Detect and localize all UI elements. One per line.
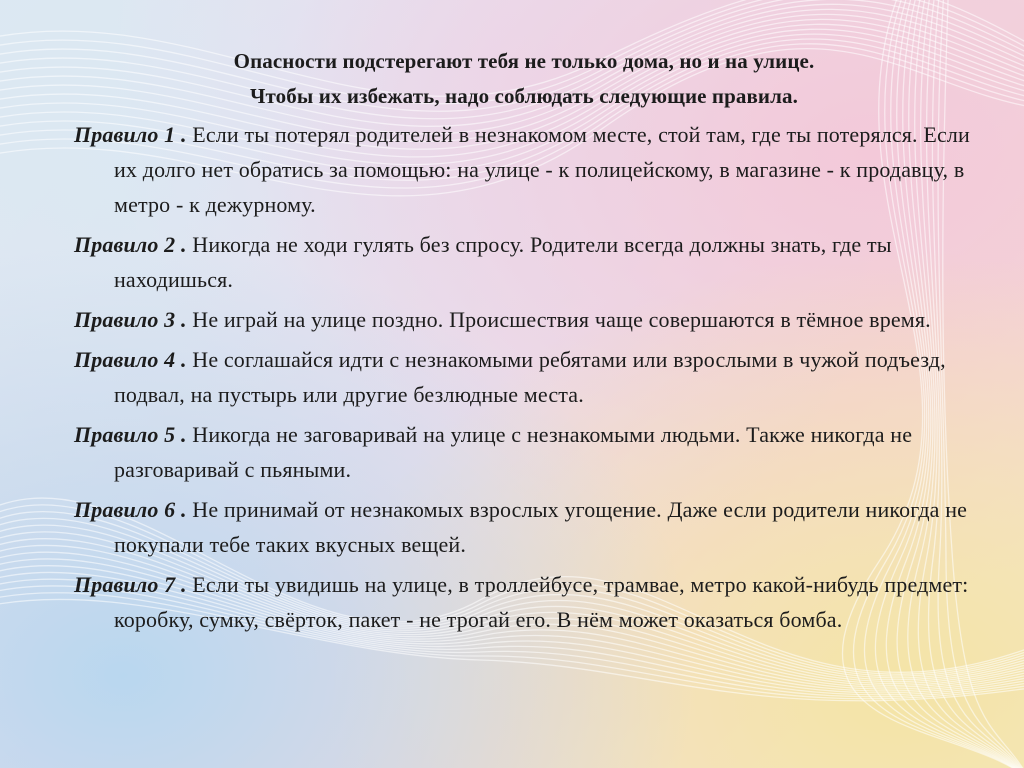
rule-1: [74, 117, 974, 222]
rule-7-label: Правило 7 .: [74, 572, 187, 597]
rule-4: [74, 342, 974, 412]
rule-2-text: Никогда не ходи гулять без спросу. Родители всегда должны знать, где ты находишься.: [114, 232, 892, 292]
rule-5-label: Правило 5 .: [74, 422, 187, 447]
rule-7-text: Если ты увидишь на улице, в троллейбусе, трамвае, метро какой-нибудь предмет: коробку, сумку, свёрток, пакет - не трогай его. В нём может оказаться бомба.: [114, 572, 969, 632]
rule-3-label: Правило 3 .: [74, 307, 187, 332]
slide-heading: [74, 44, 974, 114]
rule-5: [74, 417, 974, 487]
rule-5-text: Никогда не заговаривай на улице с незнакомыми людьми. Также никогда не разговаривай с пьяными.: [114, 422, 913, 482]
rule-2-label: Правило 2 .: [74, 232, 187, 257]
rule-2: [74, 227, 974, 297]
rule-3-text: Не играй на улице поздно. Происшествия чаще совершаются в тёмное время.: [192, 307, 931, 332]
rule-1-label: Правило 1 .: [74, 122, 187, 147]
heading-line-2: Чтобы их избежать, надо соблюдать следующие правила.: [250, 84, 798, 108]
rule-4-text: Не соглашайся идти с незнакомыми ребятами или взрослыми в чужой подъезд, подвал, на пустырь или другие безлюдные места.: [114, 347, 946, 407]
heading-line-1: Опасности подстерегают тебя не только дома, но и на улице.: [233, 49, 815, 73]
rule-6-text: Не принимай от незнакомых взрослых угощение. Даже если родители никогда не покупали тебе таких вкусных вещей.: [114, 497, 968, 557]
rule-6: [74, 492, 974, 562]
slide-content: [74, 44, 974, 642]
rule-7: [74, 567, 974, 637]
rule-3: [74, 302, 974, 337]
rule-4-label: Правило 4 .: [74, 347, 187, 372]
rules-list: [74, 117, 974, 637]
rule-6-label: Правило 6 .: [74, 497, 187, 522]
rule-1-text: Если ты потерял родителей в незнакомом месте, стой там, где ты потерялся. Если их долго нет обратись за помощью: на улице - к полицейскому, в магазине - к продавцу, в метро - к дежурному.: [114, 122, 970, 217]
